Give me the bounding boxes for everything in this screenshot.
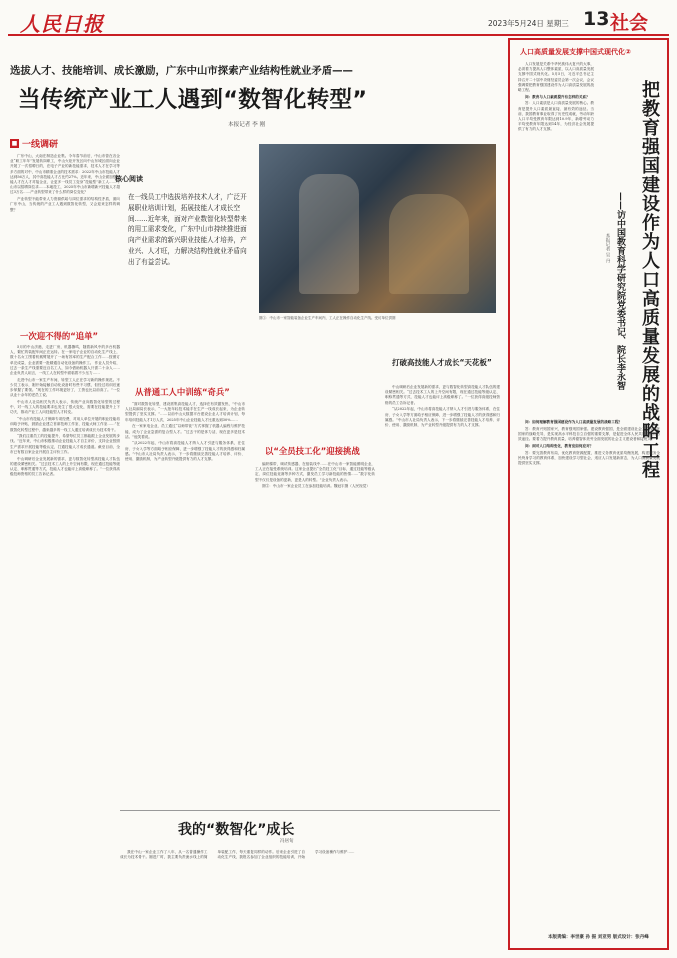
interview-top-body — [518, 62, 594, 134]
column-2-body — [125, 402, 245, 464]
column-4-body — [385, 385, 500, 430]
core-reading-label: 核心阅读 — [115, 175, 143, 183]
interview-question-1: 问：教育与人口素质提升有怎样的关系？ — [525, 94, 590, 99]
sub4-paragraph-2: “从2022年起，中山市将高技能人才纳入人才引进与服务体系，在住房、子女入学等方面给予相应保障，进一步增强了技能人才的获得感和归属感。”中山市人社局负责人表示，下一步将继续完善技能人才培养、评价、使用、激励机制，为产业转型升级提供有力的人才支撑。 — [385, 407, 501, 427]
sub2-paragraph: “面对数智化转型，建设需集高技能人才，选择在有效激发热，”中山市人社局副局长表示，“一大批年轻技术能手在生产一线成长起来，为企业转型提供了坚实支撑。”……以前中山大数据平台建设企业人才培训计划，每年培训技能人才1万人次，2025年中山企业技能人才比重达到30%…… — [125, 402, 245, 422]
bottom-article-byline: 冯居旬 — [280, 839, 294, 844]
photo-figure — [299, 174, 359, 294]
subhead-3: 以“全员技工化”迎接挑战 — [265, 446, 360, 456]
section-tag-label: 一线调研 — [22, 140, 59, 150]
subhead-4: 打破高技能人才成长“天花板” — [392, 358, 492, 367]
core-reading-summary: 在一线员工中选拔培养技术人才，广泛开展职业培训计划，拓展技能人才成长空间……近年来，面对产业数智化转型带来的用工需求变化，广东中山市持续推进面向产业需求的新兴职业技能人才培养，产业兴、人才旺，力解决结构性就业矛盾向出了有益尝试。 — [128, 193, 247, 266]
interview-question-2: 问：如何理解教育强国建设作为人口高质量发展的战略工程？ — [525, 420, 623, 424]
page-number: 13 — [583, 8, 610, 30]
interview-intro: 人口发展是关系中华民族伟大复兴的大事，必须着力提高人口整体素质，以人口高质量发展支撑中国式现代化。5月5日，习近平总书记主持召开二十届中央财经委员会第一次会议，会议强调要把教育强国建设作为人口高质量发展的战略工程。 — [518, 62, 594, 93]
interview-series-tag: 人口高质量发展支撑中国式现代化② — [520, 48, 631, 56]
bottom-article-title: 我的“数智化”成长 — [178, 822, 295, 838]
sub1-paragraph-6: 中山调研后企业发展新的需求，更与数智化转型高技能人才队伍的建设紧密相关。“过去技术工人的上升空间有限，现在通过技能等级认定、职称贯通等方式，技能人才也能评上高级职称了。”一位获得高级技师资格的员工告诉记者。 — [10, 456, 120, 477]
section-tag — [10, 137, 58, 150]
interview-subtitle: ——访中国教育科学研究院党委书记、院长李永智 — [615, 192, 625, 390]
interview-answer-1: 答：人口素质是人口高质量发展的核心。教育是提升人口素质最直接、最有效的途径。当前，我国教育事业取得了历史性成就，劳动年龄人口平均受教育年限达到10.9年，新增劳动力平均受教育年限达到14年，为经济社会发展提供了有力的人才支撑。 — [518, 101, 594, 132]
photo-caption — [259, 316, 496, 322]
intro-paragraph-2: 产业转型不能带来人力资源供给与岗位需求的结构性矛盾，面向广东中山，当传统的产业工人遇到数智化转型，又会迎来怎样的调整？ — [10, 197, 120, 212]
interview-answer-2: 答：教育兴则国家兴，教育强则国家强。建设教育强国，是全面建设社会主义现代化国家的战略先导，是实现高水平科技自立自强的重要支撑，是促进全体人民共同富裕的有效途径。要着力提升教育质量，培养德智体美劳全面发展的社会主义建设者和接班人。 — [518, 426, 660, 442]
editor-credits: 本版责编：李世豪 孙 振 刘亚男 版式设计：张丹峰 — [548, 935, 649, 940]
interview-box — [508, 38, 669, 950]
interview-question-3: 问：面对人口结构变化，教育应如何应对？ — [525, 443, 594, 448]
bottom-paragraph: 我在中山一家企业工作了八年，从一名普通操作工成长为技术骨干。刚进厂时，我主要负责流水线上的简单装配工作，每天重复同样的动作。后来企业引进了自动化生产线，我报名参加了企业组织的技能培训，开始学习设备操作与维护…… — [120, 850, 355, 860]
sub4-paragraph: 中山调研后企业发展新的需求，更与数智化转型高技能人才队伍的建设紧密相关。“过去技术工人的上升空间有限，现在通过技能等级认定、职称贯通等方式，技能人才也能评上高级职称了。”一位获得高级技师资格的员工告诉记者。 — [385, 385, 500, 405]
interview-byline: 本报记者 吴 丹 — [605, 233, 610, 263]
column-3-body — [255, 462, 375, 491]
newspaper-logo: 人民日报 — [20, 12, 104, 36]
section-name: 社会 — [610, 12, 649, 34]
masthead — [8, 6, 669, 36]
sub1-paragraph-2: 走进中山市一家生产车间，转型工人正在学习新的操作规范。不少员工表示，刚开始接触自动化设备时有些不习惯，但经过培训后逐步掌握了要领。“现在的工作环境更好了，工资也比以前高了。”一位从业十余年的老员工说。 — [10, 377, 120, 398]
sub1-paragraph: 5月的中山济港，走进厂房，机器撕鸣，随着新风中的多台机器人，繁忙的装配车间正在运转。在一家电子企业的自动化生产线上，数十名女工围着机械臂展开了一场有效率的生产配合工作……按照订单完成量，企业需要一批精通自动化设备的操作工。 作业人员介绍，过去一条生产线需要近百名工人，如今借助机器人只需二十余人……企业负责人坦言，一线工人在转型中面临着不少压力…… — [10, 345, 120, 376]
bottom-article-body — [120, 850, 500, 860]
sub3-paragraph: 编织梯带，调试传感器，在组装线中……在中山市一家智能照明企业，工人正在接受系统培训。这家企业提出“全员技工化”目标，通过技能等级认定、岗位技能竞赛等多种方式，激发员工学习新技能的热情……“数字化转型不仅仅是设备的更新，更是人的转型。”企业负责人表示。 — [255, 462, 375, 482]
article-kicker: 选拔人才、技能培训、成长激励，广东中山市探索产业结构性就业矛盾—— — [10, 65, 353, 77]
article-headline: 当传统产业工人遇到“数智化转型” — [18, 87, 368, 113]
photo-caption-1: 图①：中山市一家智能装备企业生产车间内，工人正在操作自动化生产线。受访单位供图 — [259, 316, 396, 320]
sub2-paragraph-3: “从2022年起，中山市将高技能人才纳入人才引进与服务体系，在住房、子女入学等方面给予相应保障，进一步增强了技能人才的获得感和归属感。”中山市人社局负责人表示，下一步将继续完善技能人才培养、评价、使用、激励机制，为产业转型升级提供有力的人才支撑。 — [125, 441, 245, 462]
interview-bottom-body — [518, 420, 660, 468]
sub1-paragraph-5: “我们注重员工的技能提升，希望每位员工都能跟上企业发展的步伐。”近年来，中山市积极推动企业技能人才自主评价，支持企业按照生产需求开展技能等级认定，打通技能人才成长通道。截至目前，全市已有数百家企业开展自主评价工作。 — [10, 434, 120, 454]
photo-figure — [389, 194, 469, 294]
sub2-paragraph-2: 在一家家电企业，员工通过“以师带徒”方式掌握了机器人编程与维护技能，成为了企业急需的复合型人才。“过去干的是体力活，现在更多是技术活。”他笑着说。 — [125, 424, 245, 439]
caption-credit: 图②：中山市一家企业员工在参加技能培训。魏冠宇摄（人民视觉） — [262, 484, 370, 489]
interview-title: 把教育强国建设作为人口高质量发展的战略工程 — [639, 80, 660, 479]
article-photo — [259, 144, 496, 313]
intro-column — [10, 154, 120, 214]
column-1-body — [10, 345, 120, 479]
subhead-1: 一次迎不得的“追单” — [20, 331, 99, 341]
article-byline: 本报记者 李 刚 — [228, 122, 266, 128]
sub1-paragraph-4: “中山市有技能人才保障专项经费，对用人单位开展的职业技能培训给予补贴，鼓励企业建立首席技师工作室、技能大师工作室……”在数智化转型过程中，越来越多的一线工人通过培训成长为技术骨干。 — [10, 417, 120, 432]
subhead-2: 从普通工人中训练“奇兵” — [135, 387, 230, 397]
intro-paragraph: 广东中山，大南庄制造企业集。今年春节前后，中山市曾在各企业“职工年年”发展转岗职工，中山火炬开发区向中山东城区面向企业开展了一次招聘日的，在电子产业的新技能需求，技术人才在学习等多方面的对中，中山市精准企业的技术需求：2022年中山市技能人才达到56万人，其中高技能人才占比约27%。近年来，中山全面加强技能人才在人才对接企业，让更多一线员工变身“技能型”新工人……中山市以招聘岗位求……本地技工，2025年中山市新增新兴技能人才超过3万名……产业转型带来了什么样的岗位变化？ — [10, 154, 120, 195]
interview-answer-3: 答：要完善教育布局，优化教育资源配置，推进义务教育优质均衡发展，构建服务全民终身学习的教育体系，加快建设学习型社会，适应人口发展新常态，为人口高质量发展提供坚实支撑。 — [518, 450, 660, 465]
section-divider — [120, 810, 500, 811]
issue-date: 2023年5月24日 星期三 — [488, 19, 569, 28]
tag-marker-icon: ■ — [11, 140, 18, 147]
sub1-paragraph-3: 中山市人社局相关负责人表示，传统产业向数智化转型的过程中，对一线工人的技能要求也发生了很大变化，需要在技能提升上下功夫，推动产业工人向技能型人才转变。 — [10, 400, 120, 415]
